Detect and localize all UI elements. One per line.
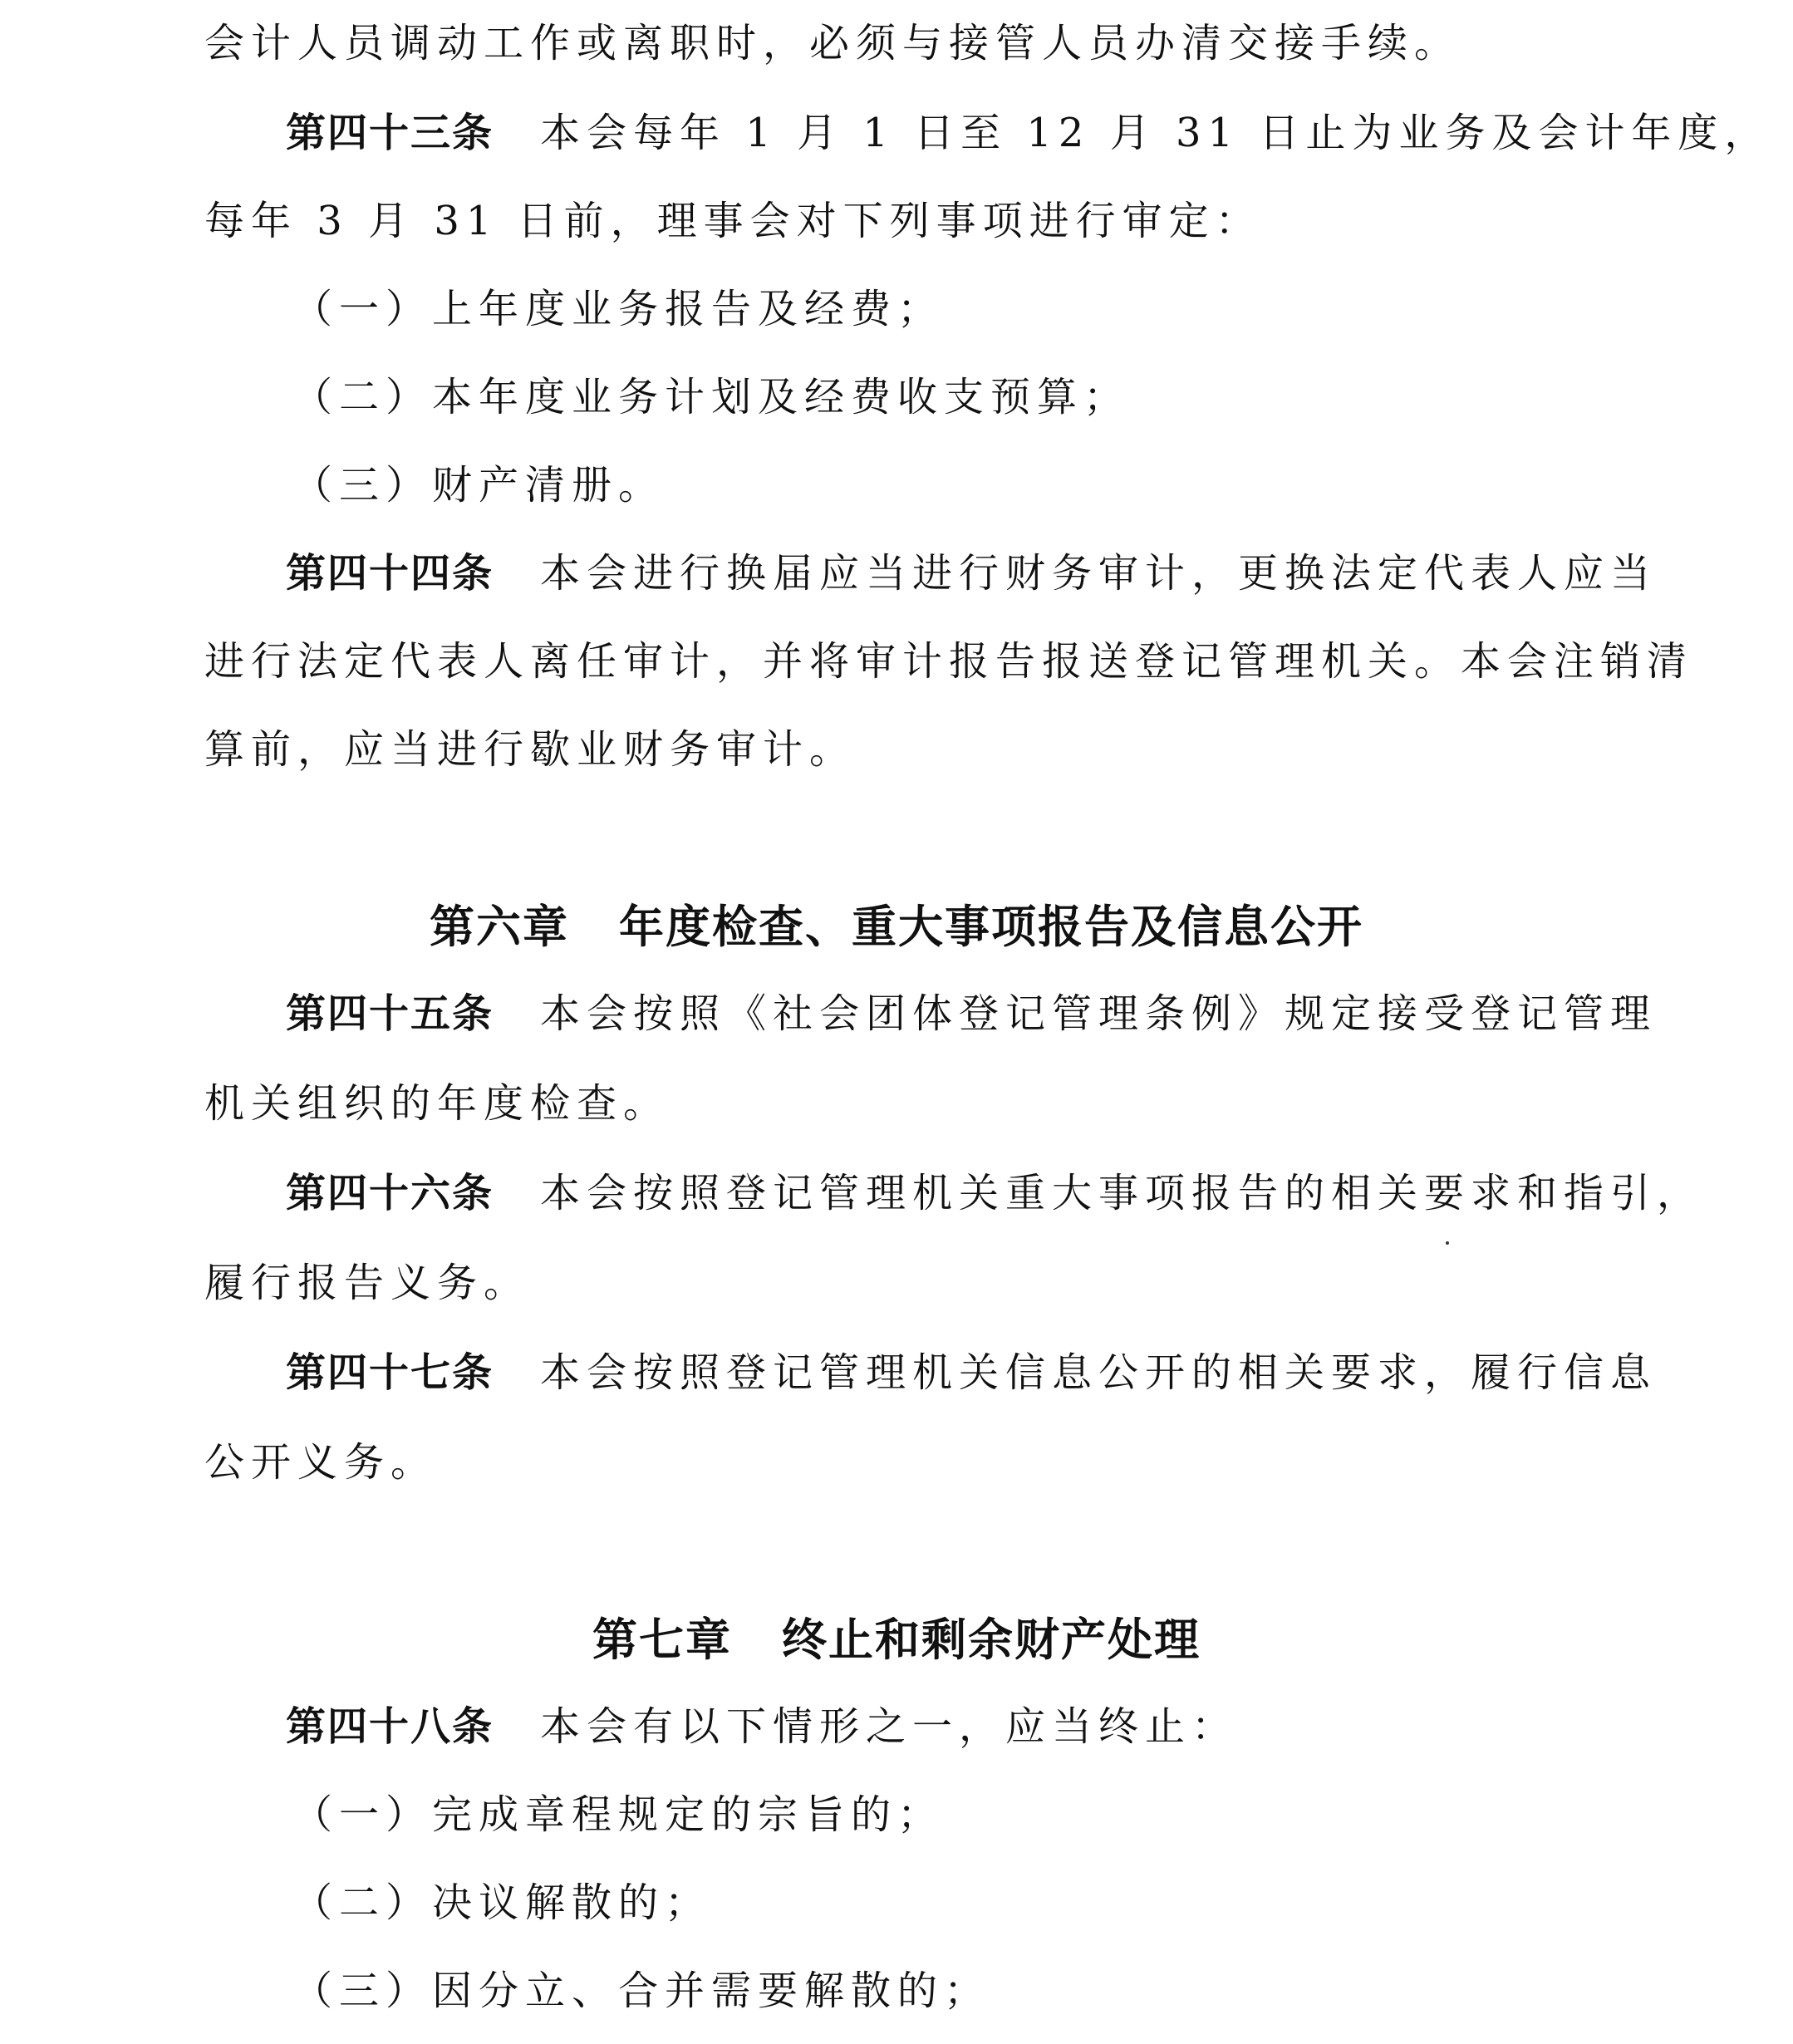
article-45-line-2 <box>204 1077 670 1130</box>
article-44-line-3 <box>204 723 856 776</box>
chapter-number: 第六章 <box>430 901 569 953</box>
paragraph-line <box>204 17 1461 70</box>
list-item: （三）因分立、合并需要解散的； <box>292 1968 991 2014</box>
article-number: 第四十三条 <box>286 110 494 156</box>
article-45-line-1 <box>286 987 1657 1040</box>
article-44-line-1 <box>286 547 1657 600</box>
article-number: 第四十五条 <box>286 990 494 1037</box>
chapter-title: 终止和剩余财产处理 <box>782 1614 1201 1666</box>
list-item: （一）完成章程规定的宗旨的； <box>292 1791 945 1838</box>
article-46-line-2 <box>204 1256 530 1309</box>
scan-speck <box>1446 1241 1449 1245</box>
chapter-number: 第七章 <box>592 1614 732 1666</box>
list-item: （三）财产清册。 <box>292 462 666 509</box>
article-43-line-1 <box>286 106 1771 160</box>
text: 本会有以下情形之一，应当终止： <box>540 1703 1239 1750</box>
article-number: 第四十六条 <box>286 1170 494 1216</box>
text: 会计人员调动工作或离职时，必须与接管人员办清交接手续。 <box>204 20 1461 66</box>
article-number: 第四十四条 <box>286 550 494 597</box>
list-item: （二）本年度业务计划及经费收支预算； <box>292 374 1131 420</box>
text: 公开义务。 <box>204 1439 438 1486</box>
list-item: （一）上年度业务报告及经费； <box>292 286 945 332</box>
chapter-title: 年度检查、重大事项报告及信息公开 <box>619 901 1363 953</box>
text: 进行法定代表人离任审计，并将审计报告报送登记管理机关。本会注销清 <box>204 638 1694 685</box>
chapter-6-heading <box>0 897 1793 957</box>
list-item: （二）决议解散的； <box>292 1879 712 1926</box>
chapter-7-heading <box>0 1610 1793 1670</box>
article-47-line-2 <box>204 1436 437 1489</box>
text: 本会按照登记管理机关重大事项报告的相关要求和指引， <box>540 1170 1704 1216</box>
text: 本会按照《社会团体登记管理条例》规定接受登记管理 <box>540 990 1658 1037</box>
article-44-line-2 <box>204 635 1693 688</box>
article-47-line-1 <box>286 1346 1657 1399</box>
text: 本会每年 1 月 1 日至 12 月 31 日止为业务及会计年度， <box>540 110 1771 156</box>
text: 每年 3 月 31 日前，理事会对下列事项进行审定： <box>204 198 1262 244</box>
text: 机关组织的年度检查。 <box>204 1080 671 1127</box>
text: 本会进行换届应当进行财务审计，更换法定代表人应当 <box>540 550 1658 597</box>
text: 算前，应当进行歇业财务审计。 <box>204 726 857 773</box>
article-48-line-1 <box>286 1700 1238 1753</box>
text: 本会按照登记管理机关信息公开的相关要求，履行信息 <box>540 1349 1658 1396</box>
article-number: 第四十七条 <box>286 1349 494 1396</box>
article-43-line-2 <box>204 194 1262 248</box>
article-number: 第四十八条 <box>286 1703 494 1750</box>
text: 履行报告义务。 <box>204 1260 531 1306</box>
article-46-line-1 <box>286 1167 1703 1220</box>
